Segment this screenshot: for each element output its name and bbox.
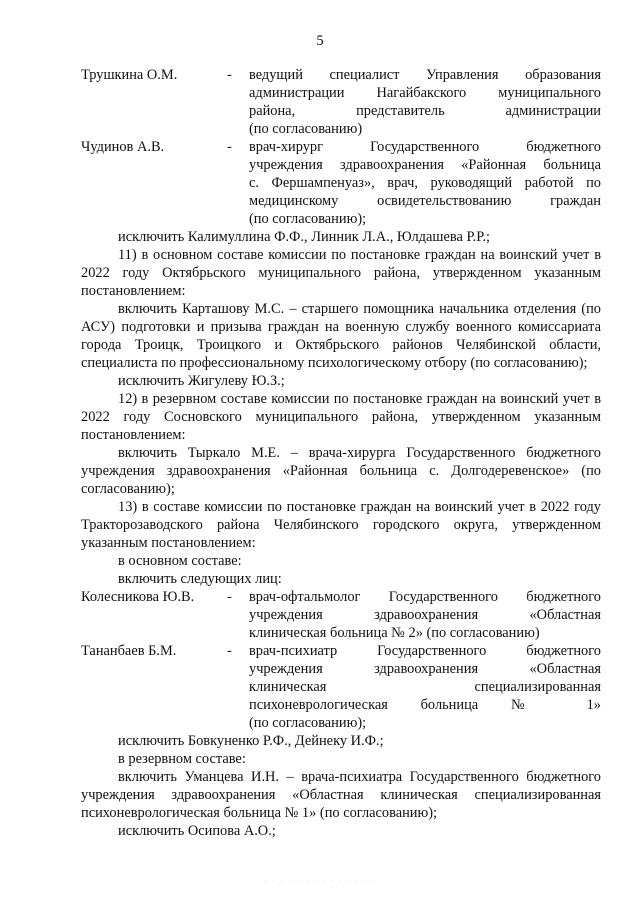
position-line: клиническая больница № 2» (по согласованию): [249, 625, 540, 641]
amendments-block-1: [81, 228, 601, 588]
position-line: учреждения здравоохранения «Областная: [249, 661, 601, 677]
position-line: учреждения здравоохранения «Областная: [249, 607, 601, 623]
dash-separator: -: [227, 589, 232, 605]
indented-line: в основном составе:: [118, 553, 242, 569]
document-body: [81, 66, 601, 840]
member-name: Тананбаев Б.М.: [81, 643, 177, 659]
member-list-included: [81, 588, 601, 732]
position-line: медицинскому освидетельствованию граждан: [249, 193, 601, 209]
position-line: ведущий специалист Управления образования: [249, 67, 601, 83]
dash-separator: -: [227, 67, 232, 83]
member-list-top: [81, 66, 601, 228]
position-line: учреждения здравоохранения «Районная больница: [249, 157, 601, 173]
position-line: клиническая специализированная: [249, 679, 601, 695]
member-entry: [81, 588, 601, 642]
indented-line: включить следующих лиц:: [118, 571, 282, 587]
dash-separator: -: [227, 643, 232, 659]
indented-line: исключить Жигулеву Ю.З.;: [118, 373, 285, 389]
paragraph: 12) в резервном составе комиссии по постановке граждан на воинский учет в 2022 году Сосновского муниципального района, утвержденном указанным постановлением:: [81, 391, 601, 443]
member-name: Чудинов А.В.: [81, 139, 165, 155]
member-position: [249, 66, 601, 138]
page-number: 5: [316, 33, 324, 49]
faint-footer-stamp: · · · · · · · · · · · · · ·: [262, 876, 378, 888]
position-line: врач-хирург Государственного бюджетного: [249, 139, 601, 155]
paragraph: 11) в основном составе комиссии по постановке граждан на воинский учет в 2022 году Октябрьского муниципального района, утвержденном указанным постановлением:: [81, 247, 601, 299]
position-line: (по согласованию): [249, 121, 363, 137]
member-name: Колесникова Ю.В.: [81, 589, 195, 605]
position-line: психоневрологическая больница № 1»: [249, 697, 601, 713]
position-line: района, представитель администрации: [249, 103, 601, 119]
indented-line: исключить Осипова А.О.;: [118, 823, 276, 839]
member-position: [249, 642, 601, 732]
indented-line: в резервном составе:: [118, 751, 246, 767]
indented-line: исключить Калимуллина Ф.Ф., Линник Л.А., Юлдашева Р.Р.;: [118, 229, 491, 245]
position-line: (по согласованию);: [249, 211, 367, 227]
member-entry: [81, 138, 601, 228]
position-line: (по согласованию);: [249, 715, 367, 731]
member-entry: [81, 66, 601, 138]
position-line: администрации Нагайбакского муниципального: [249, 85, 601, 101]
indented-line: исключить Бовкуненко Р.Ф., Дейнеку И.Ф.;: [118, 733, 384, 749]
member-entry: [81, 642, 601, 732]
member-position: [249, 138, 601, 228]
position-line: врач-офтальмолог Государственного бюджетного: [249, 589, 601, 605]
position-line: врач-психиатр Государственного бюджетного: [249, 643, 601, 659]
member-name: Трушкина О.М.: [81, 67, 178, 83]
paragraph: 13) в составе комиссии по постановке граждан на воинский учет в 2022 году Тракторозаводского района Челябинского городского округа, утвержденном указанным постановлением:: [81, 499, 601, 551]
paragraph: включить Уманцева И.Н. – врача-психиатра Государственного бюджетного учреждения здравоохранения «Областная клиническая специализированная психоневрологическая больница № 1» (по согласованию);: [81, 769, 601, 821]
paragraph: включить Карташову М.С. – старшего помощника начальника отделения (по АСУ) подготовки и призыва граждан на военную службу военного комиссариата города Троицк, Троицкого и Октябрьского районов Челябинской области, специалиста по профессиональному психологическому отбору (по согласованию);: [81, 301, 601, 371]
paragraph: включить Тыркало М.Е. – врача-хирурга Государственного бюджетного учреждения здравоохранения «Районная больница с. Долгодеревенское» (по согласованию);: [81, 445, 601, 497]
dash-separator: -: [227, 139, 232, 155]
position-line: с. Фершампенуаз», врач, руководящий работой по: [249, 175, 601, 191]
amendments-block-2: [81, 732, 601, 840]
member-position: [249, 588, 601, 642]
